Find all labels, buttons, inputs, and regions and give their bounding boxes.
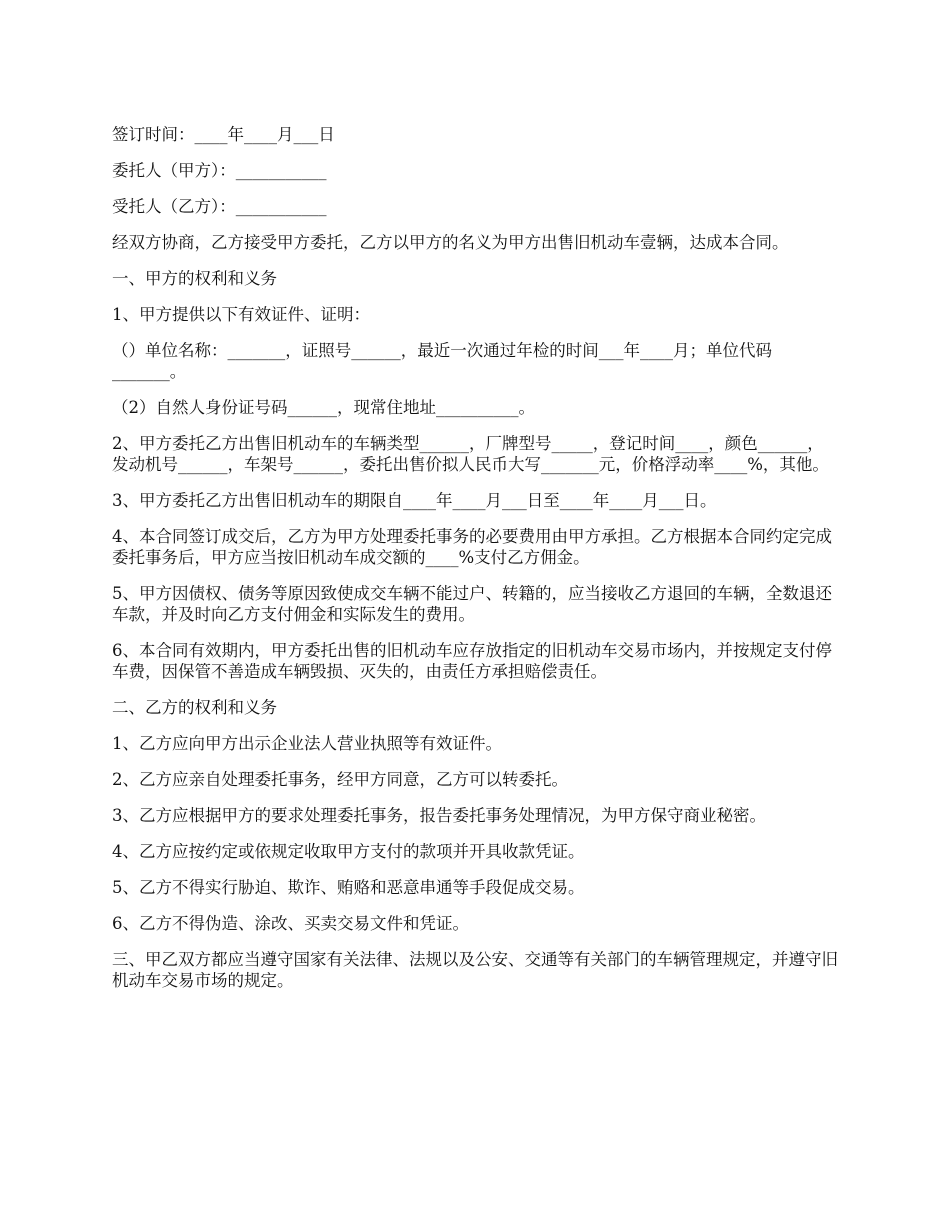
- section-heading-mutual-obligations: 三、甲乙双方都应当遵守国家有关法律、法规以及公安、交通等有关部门的车辆管理规定，并遵守旧机动车交易市场的规定。: [112, 950, 838, 990]
- party-a-clause-3: 3、甲方委托乙方出售旧机动车的期限自____年____月___日至____年____月___日。: [112, 491, 717, 510]
- party-a-clause-6: 6、本合同有效期内，甲方委托出售的旧机动车应存放指定的旧机动车交易市场内，并按规定支付停车费，因保管不善造成车辆毁损、灭失的，由责任方承担赔偿责任。: [112, 641, 832, 681]
- signing-date-line: 签订时间：____年____月___日: [112, 125, 335, 144]
- party-b-clause-4: 4、乙方应按约定或依规定收取甲方支付的款项并开具收款凭证。: [112, 842, 585, 861]
- party-a-clause-1-item-person: （2）自然人身份证号码______，现常住地址__________。: [112, 398, 535, 417]
- party-b-clause-5: 5、乙方不得实行胁迫、欺诈、贿赂和恶意串通等手段促成交易。: [112, 878, 585, 897]
- preamble-paragraph: 经双方协商，乙方接受甲方委托，乙方以甲方的名义为甲方出售旧机动车壹辆，达成本合同。: [112, 233, 789, 252]
- party-a-clause-4: 4、本合同签订成交后，乙方为甲方处理委托事务的必要费用由甲方承担。乙方根据本合同约定完成委托事务后，甲方应当按旧机动车成交额的____%支付乙方佣金。: [112, 527, 832, 567]
- party-a-clause-1-item-unit: （）单位名称：_______，证照号______，最近一次通过年检的时间___年____月；单位代码_______。: [112, 341, 772, 381]
- party-a-clause-2: 2、甲方委托乙方出售旧机动车的车辆类型______，厂牌型号_____，登记时间____，颜色______，发动机号______，车架号______，委托出售价拟人民币大写_______元，价格浮动率____%，其他。: [112, 434, 829, 474]
- agent-party-b-line: 受托人（乙方）：___________: [112, 197, 327, 216]
- party-b-clause-1: 1、乙方应向甲方出示企业法人营业执照等有效证件。: [112, 734, 502, 753]
- party-b-clause-6: 6、乙方不得伪造、涂改、买卖交易文件和凭证。: [112, 914, 469, 933]
- party-a-clause-1: 1、甲方提供以下有效证件、证明：: [112, 305, 370, 324]
- principal-party-a-line: 委托人（甲方）：___________: [112, 161, 327, 180]
- section-heading-party-b: 二、乙方的权利和义务: [112, 698, 277, 717]
- section-heading-party-a: 一、甲方的权利和义务: [112, 269, 277, 288]
- party-a-clause-5: 5、甲方因债权、债务等原因致使成交车辆不能过户、转籍的，应当接收乙方退回的车辆，全数退还车款，并及时向乙方支付佣金和实际发生的费用。: [112, 584, 832, 624]
- document-page: [112, 124, 840, 1006]
- party-b-clause-2: 2、乙方应亲自处理委托事务，经甲方同意，乙方可以转委托。: [112, 770, 568, 789]
- party-b-clause-3: 3、乙方应根据甲方的要求处理委托事务，报告委托事务处理情况，为甲方保守商业秘密。: [112, 806, 766, 825]
